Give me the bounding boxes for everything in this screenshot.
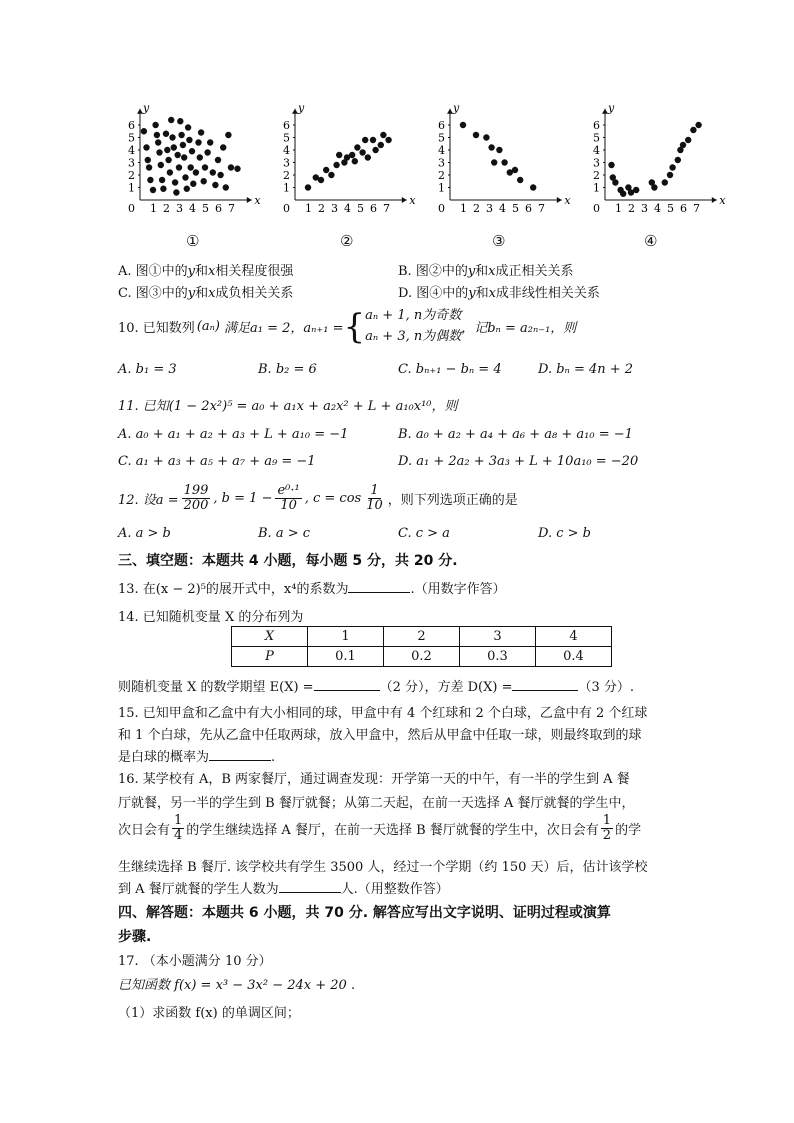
q10-case-1: aₙ + 1, n为奇数 <box>365 308 462 323</box>
scatter-point <box>184 186 190 192</box>
x-tick-label: 3 <box>641 202 648 215</box>
q12-frac-b <box>275 484 301 512</box>
plot-caption-1: ① <box>186 232 200 250</box>
q16-line-3 <box>118 814 641 842</box>
q15-line-3-post: . <box>271 750 276 765</box>
y-axis-label: y <box>298 101 305 115</box>
q10-stem <box>118 306 576 348</box>
x-tick-label: 4 <box>189 202 196 215</box>
scatter-point <box>217 172 223 178</box>
q9-option-b: B. 图②中的𝑦和𝑥成正相关关系 <box>398 264 574 279</box>
x-tick-label: 5 <box>357 202 364 215</box>
q9-option-c: C. 图③中的𝑦和𝑥成负相关关系 <box>118 286 294 301</box>
x-tick-label: 6 <box>215 202 222 215</box>
y-tick-label: 1 <box>128 181 135 195</box>
q15-line-3 <box>118 746 275 765</box>
x-axis-label: x <box>564 194 571 207</box>
scatter-point <box>195 139 201 145</box>
x-tick-label: 6 <box>680 202 687 215</box>
scatter-point <box>336 152 342 158</box>
x-tick-label: 3 <box>486 202 493 215</box>
scatter-point <box>172 179 178 185</box>
x-tick-label: 2 <box>473 202 480 215</box>
scatter-point <box>163 131 169 137</box>
scatter-point <box>669 164 675 170</box>
q15-line-2: 和 1 个白球，先从乙盒中任取两球，放入甲盒中，然后从甲盒中任取一球，则最终取到的球 <box>118 728 642 743</box>
q14-blank-e <box>314 678 380 691</box>
q12-frac-c <box>364 484 385 512</box>
q14-cell: X <box>232 627 308 647</box>
x-tick-label: 4 <box>654 202 661 215</box>
scatter-point <box>168 117 174 123</box>
scatter-point <box>651 184 657 190</box>
x-tick-label: 2 <box>628 202 635 215</box>
scatter-point <box>362 137 368 143</box>
q12-frac-a-num: 199 <box>183 483 209 498</box>
scatter-point <box>220 144 226 150</box>
scatter-point <box>685 137 691 143</box>
scatter-point <box>202 164 208 170</box>
y-tick-label: 6 <box>438 119 445 132</box>
scatter-point <box>695 122 701 128</box>
scatter-point <box>228 164 234 170</box>
scatter-point <box>491 159 497 165</box>
scatter-point <box>178 132 184 138</box>
q14-blank-d <box>512 678 578 691</box>
q14-line <box>118 676 634 695</box>
scatter-plots-row <box>110 98 730 228</box>
section-3-heading: 三、填空题：本题共 4 小题，每小题 5 分，共 20 分. <box>118 553 458 569</box>
scatter-point <box>328 172 334 178</box>
q14-cell: 4 <box>536 627 612 647</box>
q17-function: 已知函数 f(x) = x³ − 3x² − 24x + 20 . <box>118 978 356 993</box>
x-axis-label: x <box>719 194 726 207</box>
scatter-point <box>354 144 360 150</box>
scatter-point <box>158 162 164 168</box>
scatter-point <box>349 152 355 158</box>
x-tick-label: 7 <box>693 202 700 215</box>
plot-caption-3: ③ <box>492 232 506 250</box>
q14-line-pre: 则随机变量 X 的数学期望 E(X) = <box>118 680 314 695</box>
q12-mid1: , b = 1 − <box>213 490 273 506</box>
scatter-point <box>141 128 147 134</box>
y-tick-label: 2 <box>128 169 135 182</box>
scatter-point <box>223 184 229 190</box>
q12-stem <box>118 484 518 512</box>
scatter-point <box>177 118 183 124</box>
scatter-point <box>690 127 696 133</box>
q14-distribution-table <box>231 626 612 667</box>
scatter-point <box>204 149 210 155</box>
q10-stem-post: ，记bₙ = a₂ₙ₋₁，则 <box>461 321 577 337</box>
scatter-point <box>147 177 153 183</box>
scatter-point <box>234 166 240 172</box>
q14-line-mid: （2 分），方差 D(X) = <box>379 680 513 695</box>
q12-frac-a <box>182 484 211 512</box>
scatter-plot-1 <box>128 102 261 216</box>
y-tick-label: 5 <box>438 131 445 145</box>
q12-option-c: C. c > a <box>398 526 450 541</box>
q10-option-b: B. b₂ = 6 <box>258 362 317 377</box>
scatter-point <box>145 157 151 163</box>
q12-post: ，则下列选项正确的是 <box>387 492 518 508</box>
y-tick-label: 4 <box>438 144 445 157</box>
q10-case-2: aₙ + 3, n为偶数 <box>365 328 462 344</box>
scatter-point <box>160 186 166 192</box>
q13-blank <box>348 580 410 593</box>
q15-line-3-pre: 是白球的概率为 <box>118 750 210 765</box>
scatter-point <box>608 162 614 168</box>
q15-blank <box>209 748 271 761</box>
x-axis-arrow <box>402 197 407 203</box>
q10-seq: (aₙ) <box>196 319 220 335</box>
y-tick-label: 2 <box>283 169 290 182</box>
x-axis-arrow <box>712 197 717 203</box>
scatter-point <box>197 154 203 160</box>
q16-line-4: 生继续选择 B 餐厅. 该学校共有学生 3500 人，经过一个学期（约 150 天）后，估计该学校 <box>118 860 648 875</box>
scatter-point <box>180 142 186 148</box>
x-axis-arrow <box>557 197 562 203</box>
q13-post: .（用数字作答） <box>410 582 506 597</box>
scatter-point <box>167 169 173 175</box>
scatter-point <box>385 137 391 143</box>
scatter-point <box>323 167 329 173</box>
q14-cell: 1 <box>308 627 384 647</box>
y-tick-label: 1 <box>593 181 600 195</box>
q14-cell: 0.2 <box>384 647 460 667</box>
q11-option-b: B. a₀ + a₂ + a₄ + a₆ + a₈ + a₁₀ = −1 <box>398 427 633 442</box>
x-tick-label: 0 <box>593 202 600 215</box>
y-axis-label: y <box>143 101 150 115</box>
x-tick-label: 1 <box>615 202 622 215</box>
scatter-point <box>181 154 187 160</box>
x-tick-label: 0 <box>438 202 445 215</box>
scatter-point <box>372 147 378 153</box>
scatter-point <box>473 132 479 138</box>
q16-frac-1-num: 1 <box>174 813 183 828</box>
scatter-point <box>164 147 170 153</box>
scatter-point <box>675 157 681 163</box>
q12-frac-b-den: 10 <box>280 497 297 513</box>
scatter-point <box>483 134 489 140</box>
y-tick-label: 3 <box>128 156 135 170</box>
q12-option-d: D. c > b <box>538 526 591 541</box>
plot-caption-4: ④ <box>644 232 658 250</box>
scatter-point <box>352 158 358 164</box>
q16-line-3-b: 的学生继续选择 A 餐厅，在前一天选择 B 餐厅就餐的学生中，次日会有 <box>186 822 599 838</box>
y-tick-label: 1 <box>283 181 290 195</box>
q16-line-5-pre: 到 A 餐厅就餐的学生人数为 <box>118 882 279 897</box>
y-tick-label: 3 <box>593 156 600 170</box>
y-axis-label: y <box>608 101 615 115</box>
scatter-point <box>176 164 182 170</box>
scatter-point <box>185 124 191 130</box>
y-tick-label: 2 <box>593 169 600 182</box>
x-tick-label: 1 <box>150 202 157 215</box>
scatter-point <box>380 132 386 138</box>
scatter-point <box>512 167 518 173</box>
scatter-plots-svg <box>110 98 730 228</box>
q16-frac-2-num: 1 <box>602 813 612 828</box>
scatter-point <box>333 162 339 168</box>
scatter-point <box>212 182 218 188</box>
scatter-point <box>460 122 466 128</box>
scatter-point <box>305 184 311 190</box>
x-tick-label: 1 <box>460 202 467 215</box>
q14-row-p <box>232 647 612 667</box>
scatter-point <box>186 137 192 143</box>
q10-option-d: D. bₙ = 4n + 2 <box>538 362 634 377</box>
scatter-point <box>189 148 195 154</box>
q16-blank <box>279 880 341 893</box>
scatter-point <box>190 181 196 187</box>
x-axis-label: x <box>409 194 416 207</box>
y-tick-label: 6 <box>128 119 135 132</box>
x-tick-label: 0 <box>128 202 135 215</box>
q9-option-a: A. 图①中的𝑦和𝑥相关程度很强 <box>118 264 294 279</box>
scatter-point <box>612 179 618 185</box>
y-tick-label: 4 <box>128 144 135 157</box>
q10-stem-pre: 10. 已知数列 <box>118 321 195 337</box>
q14-row-x <box>232 627 612 647</box>
q17-header: 17. （本小题满分 10 分） <box>118 954 272 969</box>
q14-cell: 2 <box>384 627 460 647</box>
x-tick-label: 7 <box>228 202 235 215</box>
y-tick-label: 3 <box>438 156 445 170</box>
y-tick-label: 6 <box>283 119 290 132</box>
x-tick-label: 5 <box>667 202 674 215</box>
q11-option-c: C. a₁ + a₃ + a₅ + a₇ + a₉ = −1 <box>118 454 316 469</box>
x-tick-label: 1 <box>305 202 312 215</box>
x-tick-label: 6 <box>370 202 377 215</box>
x-tick-label: 2 <box>318 202 325 215</box>
y-tick-label: 6 <box>593 119 600 132</box>
x-tick-label: 4 <box>344 202 351 215</box>
x-axis-label: x <box>254 194 261 207</box>
q12-frac-c-num: 1 <box>370 483 379 498</box>
q11-option-d: D. a₁ + 2a₂ + 3a₃ + L + 10a₁₀ = −20 <box>398 454 639 469</box>
q11-option-a: A. a₀ + a₁ + a₂ + a₃ + L + a₁₀ = −1 <box>118 427 349 442</box>
y-tick-label: 1 <box>438 181 445 195</box>
scatter-point <box>175 152 181 158</box>
scatter-plot-4 <box>593 102 726 216</box>
x-tick-label: 6 <box>525 202 532 215</box>
q16-line-3-a: 次日会有 <box>118 822 171 838</box>
q17-part-1: （1）求函数 f(x) 的单调区间； <box>118 1006 300 1021</box>
q13-pre: 13. 在(x − 2)⁵的展开式中，x⁴的系数为 <box>118 582 349 597</box>
scatter-point <box>501 159 507 165</box>
q14-stem: 14. 已知随机变量 X 的分布列为 <box>118 610 304 625</box>
q16-line-5-post: 人.（用整数作答） <box>340 882 449 897</box>
plot-caption-2: ② <box>340 232 354 250</box>
q12-mid2: , c = cos <box>304 490 362 506</box>
q14-cell: 0.4 <box>536 647 612 667</box>
q15-line-1: 15. 已知甲盒和乙盒中有大小相同的球，甲盒中有 4 个红球和 2 个白球，乙盒中有 2 个红球 <box>118 706 648 721</box>
scatter-point <box>171 144 177 150</box>
q16-line-3-c: 的学 <box>615 822 642 838</box>
scatter-point <box>215 157 221 163</box>
q16-frac-1-den: 4 <box>174 827 183 843</box>
scatter-point <box>662 179 668 185</box>
x-axis-arrow <box>247 197 252 203</box>
y-tick-label: 2 <box>438 169 445 182</box>
q16-line-2: 厅就餐，另一半的学生到 B 餐厅就餐；从第二天起，在前一天选择 A 餐厅就餐的学生中， <box>118 796 635 811</box>
y-tick-label: 4 <box>283 144 290 157</box>
q14-line-post: （3 分）. <box>578 680 635 695</box>
q14-cell: P <box>232 647 308 667</box>
scatter-point <box>155 139 161 145</box>
scatter-point <box>207 139 213 145</box>
scatter-point <box>620 191 626 197</box>
x-tick-label: 0 <box>283 202 290 215</box>
y-tick-label: 5 <box>593 131 600 145</box>
y-tick-label: 5 <box>128 131 135 145</box>
q14-cell: 0.1 <box>308 647 384 667</box>
scatter-point <box>488 144 494 150</box>
scatter-point <box>154 132 160 138</box>
scatter-point <box>193 169 199 175</box>
y-tick-label: 5 <box>283 131 290 145</box>
q10-option-c: C. bₙ₊₁ − bₙ = 4 <box>398 362 502 377</box>
scatter-point <box>365 154 371 160</box>
scatter-point <box>633 187 639 193</box>
x-tick-label: 3 <box>331 202 338 215</box>
scatter-point <box>143 144 149 150</box>
q14-cell: 0.3 <box>460 647 536 667</box>
q12-frac-c-den: 10 <box>366 497 383 513</box>
q16-line-1: 16. 某学校有 A，B 两家餐厅，通过调查发现：开学第一天的中午，有一半的学生到 A 餐 <box>118 772 630 787</box>
scatter-point <box>169 134 175 140</box>
scatter-plot-3 <box>438 102 571 216</box>
x-tick-label: 7 <box>538 202 545 215</box>
scatter-point <box>165 157 171 163</box>
scatter-point <box>146 164 152 170</box>
scatter-point <box>225 132 231 138</box>
scatter-point <box>667 172 673 178</box>
q16-frac-2-den: 2 <box>602 827 612 843</box>
scatter-point <box>496 147 502 153</box>
q12-pre: 12. 设a = <box>118 492 179 508</box>
y-axis-label: y <box>453 101 460 115</box>
scatter-point <box>517 177 523 183</box>
scatter-point <box>198 129 204 135</box>
scatter-point <box>182 174 188 180</box>
y-tick-label: 3 <box>283 156 290 170</box>
q12-frac-b-num: e⁰·¹ <box>277 483 300 498</box>
q12-frac-a-den: 200 <box>183 497 209 513</box>
q9-option-d: D. 图④中的𝑦和𝑥成非线性相关关系 <box>398 286 600 301</box>
q10-option-a: A. b₁ = 3 <box>118 362 177 377</box>
scatter-point <box>680 142 686 148</box>
scatter-point <box>210 169 216 175</box>
scatter-point <box>156 149 162 155</box>
section-4-heading-line-1: 四、解答题：本题共 6 小题，共 70 分. 解答应写出文字说明、证明过程或演算 <box>118 905 611 921</box>
scatter-plot-2 <box>283 102 416 216</box>
y-tick-label: 4 <box>593 144 600 157</box>
scatter-point <box>188 164 194 170</box>
q10-stem-mid: 满足a₁ = 2，aₙ₊₁ = <box>223 321 344 337</box>
x-tick-label: 5 <box>202 202 209 215</box>
q16-frac-1 <box>172 814 184 842</box>
q14-cell: 3 <box>460 627 536 647</box>
q11-stem: 11. 已知(1 − 2x²)⁵ = a₀ + a₁x + a₂x² + L + a₁₀x¹⁰，则 <box>118 399 458 414</box>
scatter-point <box>152 122 158 128</box>
x-tick-label: 3 <box>176 202 183 215</box>
scatter-point <box>378 142 384 148</box>
scatter-point <box>370 137 376 143</box>
section-4-heading-line-2: 步骤. <box>118 929 152 945</box>
x-tick-label: 7 <box>383 202 390 215</box>
q13 <box>118 578 506 597</box>
scatter-point <box>318 177 324 183</box>
q12-option-b: B. a > c <box>258 526 311 541</box>
scatter-point <box>359 149 365 155</box>
scatter-point <box>150 187 156 193</box>
q12-option-a: A. a > b <box>118 526 171 541</box>
x-tick-label: 2 <box>163 202 170 215</box>
x-tick-label: 5 <box>512 202 519 215</box>
q10-brace: { <box>343 306 366 347</box>
scatter-point <box>173 189 179 195</box>
x-tick-label: 4 <box>499 202 506 215</box>
scatter-point <box>159 177 165 183</box>
scatter-point <box>530 184 536 190</box>
q16-line-5 <box>118 878 449 897</box>
scatter-point <box>201 178 207 184</box>
q16-frac-2 <box>601 814 613 842</box>
